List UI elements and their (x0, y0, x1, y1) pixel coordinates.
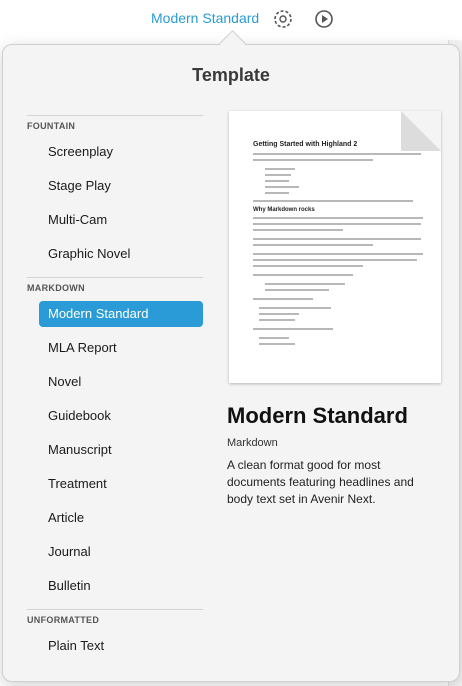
preview-text-line (253, 298, 313, 300)
preview-text-line (253, 217, 423, 219)
template-item-treatment[interactable]: Treatment (48, 476, 107, 491)
preview-text-line (253, 274, 353, 276)
preview-text-line (259, 313, 299, 315)
template-popover (2, 44, 460, 682)
template-list (27, 115, 203, 663)
page-fold-corner (401, 111, 441, 151)
outline-settings-icon[interactable] (272, 8, 294, 30)
preview-text-line (259, 319, 295, 321)
preview-play-icon[interactable] (313, 8, 335, 30)
section-header-markdown: MARKDOWN (27, 277, 203, 297)
preview-text-line (265, 289, 329, 291)
selected-template-category: Markdown (227, 437, 278, 449)
selected-template-description: A clean format good for most documents featuring headlines and body text set in Avenir Next. (227, 458, 414, 506)
section-header-unformatted: UNFORMATTED (27, 609, 203, 629)
template-button[interactable]: Modern Standard (151, 10, 260, 26)
preview-text-line (253, 153, 421, 155)
section-header-fountain: FOUNTAIN (27, 115, 203, 135)
preview-text-line (253, 253, 423, 255)
template-preview-page (229, 111, 441, 383)
preview-text-line (265, 192, 289, 194)
popover-title: Template (192, 65, 270, 85)
preview-text-line (259, 343, 295, 345)
preview-text-line (265, 174, 291, 176)
preview-text-line (265, 186, 299, 188)
preview-page-title: Getting Started with Highland 2 (253, 141, 358, 148)
template-item-multi-cam[interactable]: Multi-Cam (48, 212, 108, 227)
preview-text-line (253, 265, 363, 267)
template-item-novel[interactable]: Novel (48, 374, 82, 389)
preview-text-line (253, 259, 417, 261)
preview-text-line (253, 223, 421, 225)
preview-text-line (253, 159, 373, 161)
preview-text-line (265, 168, 295, 170)
template-item-journal[interactable]: Journal (48, 544, 91, 559)
template-item-modern-standard[interactable]: Modern Standard (39, 301, 203, 327)
template-item-article[interactable]: Article (48, 510, 85, 525)
template-item-guidebook[interactable]: Guidebook (48, 408, 111, 423)
selected-template-name: Modern Standard (227, 403, 408, 428)
preview-text-line (253, 244, 373, 246)
template-item-bulletin[interactable]: Bulletin (48, 578, 91, 593)
template-item-mla-report[interactable]: MLA Report (48, 340, 117, 355)
preview-text-line (253, 238, 421, 240)
template-item-graphic-novel[interactable]: Graphic Novel (48, 246, 131, 261)
preview-page-heading: Why Markdown rocks (253, 207, 315, 213)
preview-text-line (253, 200, 413, 202)
preview-text-line (259, 337, 289, 339)
preview-text-line (259, 307, 331, 309)
preview-text-line (265, 283, 345, 285)
template-item-plain-text[interactable]: Plain Text (48, 638, 105, 653)
preview-text-line (265, 180, 289, 182)
preview-text-line (253, 229, 343, 231)
template-item-screenplay[interactable]: Screenplay (48, 144, 114, 159)
preview-text-line (253, 328, 333, 330)
template-item-manuscript[interactable]: Manuscript (48, 442, 112, 457)
template-item-stage-play[interactable]: Stage Play (48, 178, 111, 193)
